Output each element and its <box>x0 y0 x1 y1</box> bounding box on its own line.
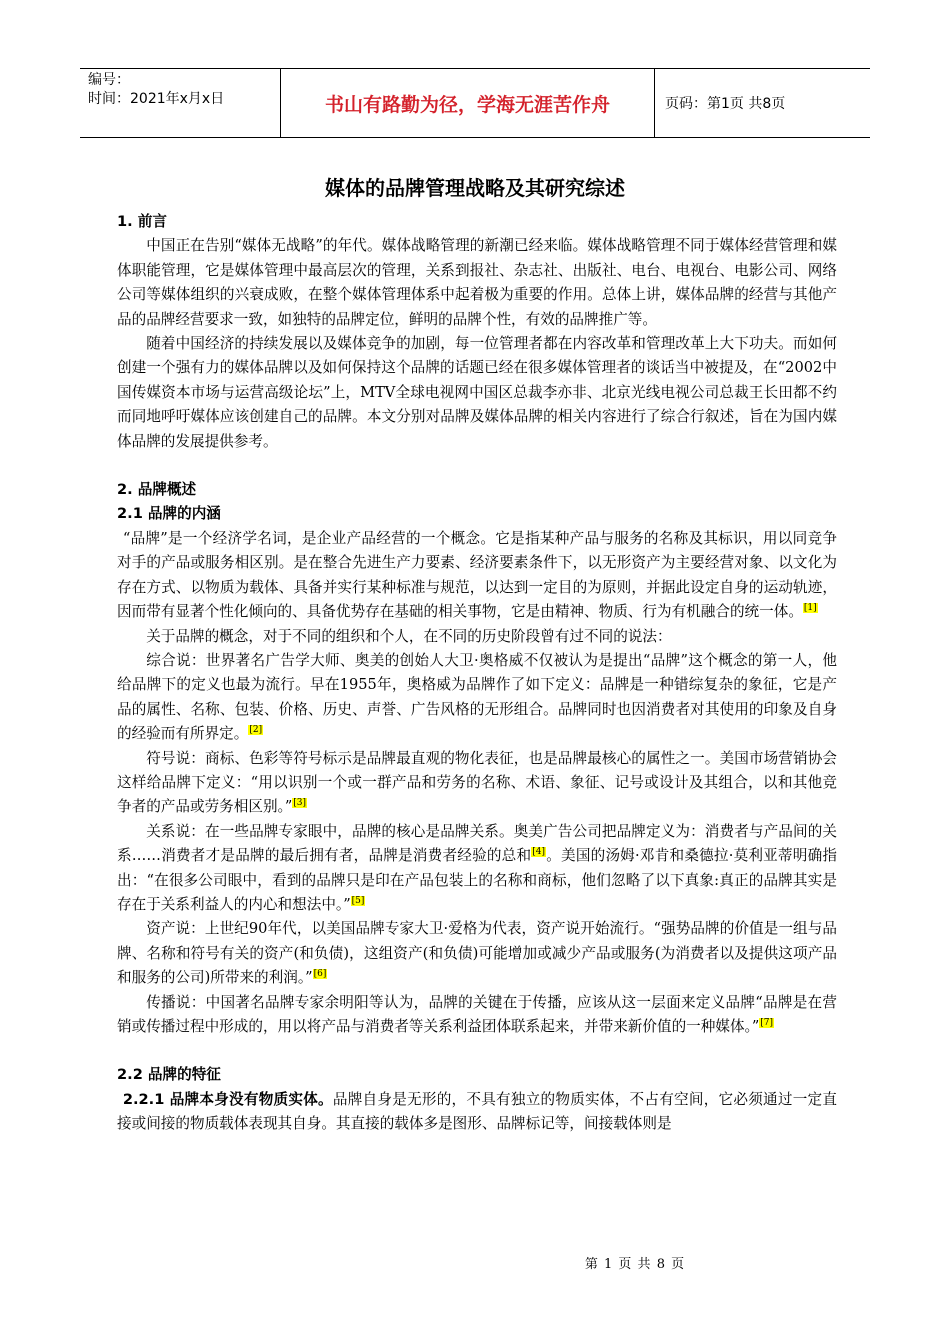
page-footer: 第 1 页 共 8 页 <box>584 1257 686 1272</box>
date-label: 时间：2021年x月x日 <box>88 91 225 107</box>
citation-ref[interactable]: [4] <box>532 847 546 858</box>
sub-subsection-heading: 2.2.1 品牌本身没有物质实体。 <box>122 1090 333 1108</box>
citation-ref[interactable]: [2] <box>249 725 263 736</box>
header-meta <box>80 69 281 137</box>
paragraph: 关于品牌的概念，对于不同的组织和个人，在不同的历史阶段曾有过不同的说法： <box>146 627 672 645</box>
paragraph: 中国正在告别“媒体无战略”的年代。媒体战略管理的新潮已经来临。媒体战略管理不同于媒体经营管理和媒体职能管理，它是媒体管理中最高层次的管理，关系到报社、杂志社、出版社、电台、电视台、电影公司、网络公司等媒体组织的兴衰成败，在整个媒体管理体系中起着极为重要的作用。总体上讲，媒体品牌的经营与其他产品的品牌经营要求一致，如独特的品牌定位，鲜明的品牌个性，有效的品牌推广等。 <box>117 237 837 328</box>
document-title: 媒体的品牌管理战略及其研究综述 <box>325 176 625 200</box>
section-heading-2: 2. 品牌概述 <box>117 481 197 499</box>
citation-ref[interactable]: [5] <box>351 896 365 907</box>
paragraph: 随着中国经济的持续发展以及媒体竞争的加剧，每一位管理者都在内容改革和管理改革上大下功夫。而如何创建一个强有力的媒体品牌以及如何保持这个品牌的话题已经在很多媒体管理者的谈话当中被提及，在“2002中国传媒资本市场与运营高级论坛”上，MTV全球电视网中国区总裁李亦非、北京光线电视公司总裁王长田都不约而同地呼吁媒体应该创建自己的品牌。本文分别对品牌及媒体品牌的相关内容进行了综合行叙述，旨在为国内媒体品牌的发展提供参考。 <box>117 335 837 450</box>
citation-ref[interactable]: [6] <box>313 969 327 980</box>
citation-ref[interactable]: [1] <box>803 603 817 614</box>
paragraph: “品牌”是一个经济学名词，是企业产品经营的一个概念。它是指某种产品与服务的名称及其标识，用以同竞争对手的产品或服务相区别。是在整合先进生产力要素、经济要素条件下，以无形资产为主要经营对象、以文化为存在方式、以物质为载体、具备并实行某种标准与规范，以达到一定目的为原则，并据此设定自身的运动轨迹，因而带有显著个性化倾向的、具备优势存在基础的相关事物，它是由精神、物质、行为有机融合的统一体。[1] <box>117 529 837 621</box>
paragraph: 2.2.1 品牌本身没有物质实体。品牌自身是无形的，不具有独立的物质实体，不占有空间，它必须通过一定直接或间接的物质载体表现其自身。其直接的载体多是图形、品牌标记等，间接载体则是 <box>117 1090 837 1133</box>
paragraph: 资产说：上世纪90年代，以美国品牌专家大卫·爱格为代表，资产说开始流行。“强势品牌的价值是一组与品牌、名称和符号有关的资产(和负债)，这组资产(和负债)可能增加或减少产品或服务(为消费者以及提供这项产品和服务的公司)所带来的利润。”[6] <box>117 920 837 987</box>
number-label: 编号： <box>88 72 130 88</box>
citation-ref[interactable]: [3] <box>293 798 307 809</box>
paragraph: 关系说：在一些品牌专家眼中，品牌的核心是品牌关系。奥美广告公司把品牌定义为：消费者与产品间的关系……消费者才是品牌的最后拥有者，品牌是消费者经验的总和[4]。美国的汤姆·邓肯和桑德拉·莫利亚蒂明确指出：“在很多公司眼中，看到的品牌只是印在产品包装上的名称和商标，他们忽略了以下真象:真正的品牌其实是存在于关系利益人的内心和想法中。”[5] <box>117 822 837 913</box>
citation-ref[interactable]: [7] <box>760 1018 774 1029</box>
subsection-heading-2-1: 2.1 品牌的内涵 <box>117 505 221 523</box>
paragraph: 综合说：世界著名广告学大师、奥美的创始人大卫·奥格威不仅被认为是提出“品牌”这个概念的第一人，他给品牌下的定义也最为流行。早在1955年，奥格威为品牌作了如下定义：品牌是一种错综复杂的象征，它是产品的属性、名称、包装、价格、历史、声誉、广告风格的无形组合。品牌同时也因消费者对其使用的印象及自身的经验而有所界定。[2] <box>117 651 837 743</box>
subsection-heading-2-2: 2.2 品牌的特征 <box>117 1066 221 1084</box>
motto: 书山有路勤为径，学海无涯苦作舟 <box>281 69 655 137</box>
paragraph: 传播说：中国著名品牌专家余明阳等认为，品牌的关键在于传播，应该从这一层面来定义品牌“品牌是在营销或传播过程中形成的，用以将产品与消费者等关系利益团体联系起来，并带来新价值的一种媒体。”[7] <box>117 993 837 1035</box>
header-table <box>80 68 870 138</box>
page-info: 页码：第1页 共8页 <box>665 96 786 112</box>
section-heading-1: 1. 前言 <box>117 213 167 230</box>
paragraph: 符号说：商标、色彩等符号标示是品牌最直观的物化表征，也是品牌最核心的属性之一。美国市场营销协会这样给品牌下定义：“用以识别一个或一群产品和劳务的名称、术语、象征、记号或设计及其组合，以和其他竞争者的产品或劳务相区别。”[3] <box>117 749 837 816</box>
document-body <box>117 210 837 1137</box>
